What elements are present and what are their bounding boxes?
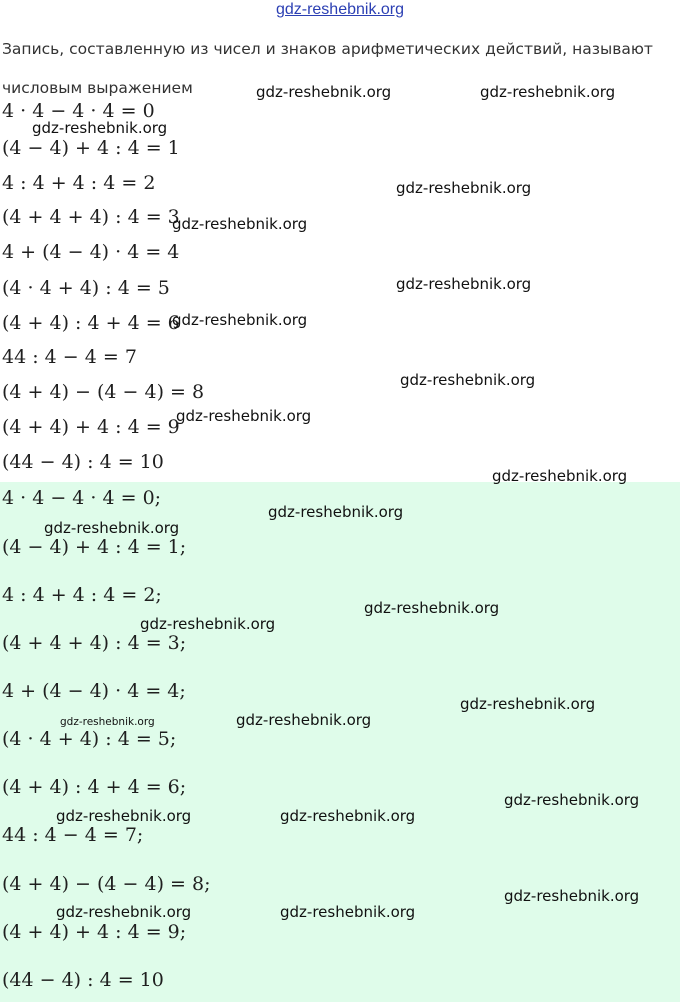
- example-equation: (4 + 4 + 4) : 4 = 3: [2, 206, 180, 228]
- watermark: gdz-reshebnik.org: [44, 519, 180, 537]
- watermark: gdz-reshebnik.org: [396, 179, 532, 197]
- watermark: gdz-reshebnik.org: [256, 83, 392, 101]
- watermark: gdz-reshebnik.org: [268, 503, 404, 521]
- watermark: gdz-reshebnik.org: [56, 903, 192, 921]
- answer-equation: (4 + 4) : 4 + 4 = 6;: [2, 776, 187, 798]
- example-equation: (4 + 4) + 4 : 4 = 9: [2, 416, 180, 438]
- answer-equation: (4 − 4) + 4 : 4 = 1;: [2, 536, 187, 558]
- watermark: gdz-reshebnik.org: [280, 903, 416, 921]
- answer-equation: (4 + 4) + 4 : 4 = 9;: [2, 921, 187, 943]
- watermark: gdz-reshebnik.org: [60, 716, 155, 728]
- watermark: gdz-reshebnik.org: [504, 791, 640, 809]
- watermark: gdz-reshebnik.org: [236, 711, 372, 729]
- watermark: gdz-reshebnik.org: [172, 311, 308, 329]
- example-equation: 4 · 4 − 4 · 4 = 0: [2, 100, 155, 122]
- example-equation: 4 + (4 − 4) · 4 = 4: [2, 241, 180, 263]
- example-equation: 44 : 4 − 4 = 7: [2, 346, 137, 368]
- answer-equation: 4 + (4 − 4) · 4 = 4;: [2, 680, 186, 702]
- example-equation: (4 · 4 + 4) : 4 = 5: [2, 277, 170, 299]
- answer-equation: 4 : 4 + 4 : 4 = 2;: [2, 584, 162, 606]
- watermark: gdz-reshebnik.org: [396, 275, 532, 293]
- watermark: gdz-reshebnik.org: [504, 887, 640, 905]
- watermark: gdz-reshebnik.org: [364, 599, 500, 617]
- watermark: gdz-reshebnik.org: [32, 119, 168, 137]
- example-equation: (44 − 4) : 4 = 10: [2, 451, 164, 473]
- watermark: gdz-reshebnik.org: [492, 467, 628, 485]
- example-equation: 4 : 4 + 4 : 4 = 2: [2, 172, 156, 194]
- example-equation: (4 − 4) + 4 : 4 = 1: [2, 137, 180, 159]
- watermark: gdz-reshebnik.org: [172, 215, 308, 233]
- watermark: gdz-reshebnik.org: [56, 807, 192, 825]
- watermark: gdz-reshebnik.org: [176, 407, 312, 425]
- answer-block: [0, 482, 680, 1002]
- answer-equation: (4 + 4) − (4 − 4) = 8;: [2, 873, 211, 895]
- watermark: gdz-reshebnik.org: [400, 371, 536, 389]
- watermark: gdz-reshebnik.org: [140, 615, 276, 633]
- example-equation: (4 + 4) − (4 − 4) = 8: [2, 381, 205, 403]
- answer-equation: (4 + 4 + 4) : 4 = 3;: [2, 632, 187, 654]
- watermark: gdz-reshebnik.org: [460, 695, 596, 713]
- answer-equation: 44 : 4 − 4 = 7;: [2, 824, 144, 846]
- answer-equation: 4 · 4 − 4 · 4 = 0;: [2, 487, 162, 509]
- answer-equation: (4 · 4 + 4) : 4 = 5;: [2, 728, 177, 750]
- example-equation: (4 + 4) : 4 + 4 = 6: [2, 312, 180, 334]
- intro-text: Запись, составленную из чисел и знаков арифметических действий, называют числовым выражением: [2, 40, 653, 97]
- site-link[interactable]: gdz-reshebnik.org: [275, 1, 405, 18]
- watermark: gdz-reshebnik.org: [280, 807, 416, 825]
- watermark: gdz-reshebnik.org: [480, 83, 616, 101]
- answer-equation: (44 − 4) : 4 = 10: [2, 969, 164, 991]
